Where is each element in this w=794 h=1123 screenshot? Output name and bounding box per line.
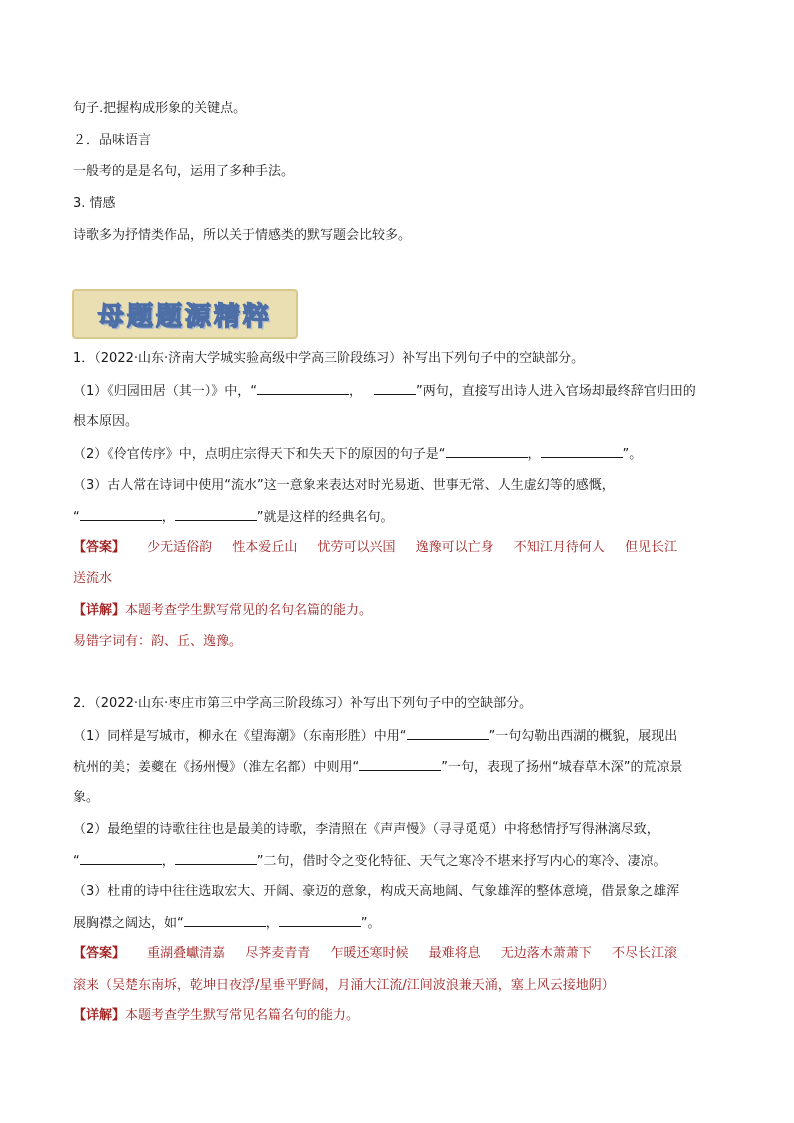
q2-part1-d: ”一句，表现了扬州“城春草木深”的荒凉景: [441, 760, 683, 775]
answer-item: 重湖叠巘清嘉: [147, 946, 226, 961]
q1-part3-cont: [73, 507, 394, 528]
q1-typo-note: 易错字词有：韵、丘、逸豫。: [73, 634, 243, 649]
fill-blank: [279, 913, 361, 927]
fill-blank: [175, 851, 257, 865]
q2-part1-end: 象。: [73, 790, 100, 805]
q2-part2: （2）最绝望的诗歌往往也是最美的诗歌，李清照在《声声慢》（寻寻觅觅）中将愁情抒写得淋漓尽致，: [73, 822, 660, 837]
q2-part3-post: ”。: [360, 916, 381, 931]
q2-part1-pre: （1）同样是写城市，柳永在《望海潮》（东南形胜）中用“: [73, 729, 407, 744]
q1-part3-pre: “: [73, 510, 80, 525]
q2-part1-cont: [73, 757, 682, 778]
fill-blank: [359, 757, 441, 771]
answer-label: 【答案】: [73, 540, 126, 555]
q2-part2-post: ”二句，借时令之变化特征、天气之寒冷不堪来抒写内心的寒冷、凄凉。: [256, 854, 667, 869]
q1-part2-sep: ，: [527, 447, 541, 462]
q1-part1: [73, 381, 696, 402]
q1-answer: [73, 538, 677, 558]
fill-blank: [446, 444, 528, 458]
q2-answer: [73, 944, 677, 964]
q2-heading: 2．（2022·山东·枣庄市第三中学高三阶段练习）补写出下列句子中的空缺部分。: [73, 696, 533, 711]
q2-part3-cont: [73, 913, 381, 934]
q1-part1-post: ”两句，直接写出诗人进入官场却最终辞官归田的: [416, 384, 696, 399]
q1-part3: （3）古人常在诗词中使用“流水”这一意象来表达对时光易逝、世事无常、人生虚幻等的感慨，: [73, 478, 615, 493]
q2-part3-pre: 展胸襟之阔达，如“: [73, 916, 184, 931]
q1-part1-pre: （1）《归园田居（其一）》中，“: [73, 384, 258, 399]
fill-blank: [80, 507, 162, 521]
fill-blank: [175, 507, 257, 521]
intro-line-5: 诗歌多为抒情类作品，所以关于情感类的默写题会比较多。: [73, 228, 412, 243]
section-banner: [72, 289, 298, 339]
fill-blank: [374, 381, 416, 395]
section-banner-title: 母题题源精粹: [97, 301, 272, 332]
answer-item: 尽荠麦青青: [245, 946, 311, 961]
answer-item: 最难将息: [428, 946, 481, 961]
q1-heading: 1．（2022·山东·济南大学城实验高级中学高三阶段练习）补写出下列句子中的空缺部分。: [73, 351, 585, 366]
answer-item: 不知江月待何人: [513, 540, 605, 555]
detail-text: 本题考查学生默写常见的名句名篇的能力。: [125, 603, 373, 618]
q1-answer-cont: 送流水: [73, 571, 113, 586]
detail-label: 【详解】: [73, 1008, 126, 1023]
answer-item: 性本爱丘山: [232, 540, 298, 555]
intro-line-4: 3. 情感: [73, 196, 116, 211]
intro-line-1: 句子.把握构成形象的关键点。: [73, 101, 247, 116]
fill-blank: [184, 913, 266, 927]
q1-part2-pre: （2）《伶官传序》中，点明庄宗得天下和失天下的原因的句子是“: [73, 447, 446, 462]
q1-part2-post: ”。: [622, 447, 643, 462]
fill-blank: [407, 726, 489, 740]
q1-part1-cont: 根本原因。: [73, 414, 139, 429]
answer-item: 忧劳可以兴国: [317, 540, 396, 555]
q1-part1-sep: ，: [349, 384, 363, 399]
q2-part3: （3）杜甫的诗中往往选取宏大、开阔、豪迈的意象，构成天高地阔、气象雄浑的整体意境，借景象之雄浑: [73, 884, 680, 899]
q2-part3-sep: ，: [265, 916, 279, 931]
answer-item: 无边落木萧萧下: [500, 946, 592, 961]
q2-part2-pre: “: [73, 854, 80, 869]
detail-text: 本题考查学生默写常见名篇名句的能力。: [125, 1008, 360, 1023]
q1-part3-sep: ，: [161, 510, 175, 525]
answer-item: 但见长江: [624, 540, 677, 555]
q1-part2: [73, 444, 642, 465]
fill-blank: [80, 851, 162, 865]
q2-part2-sep: ，: [161, 854, 175, 869]
q1-part3-post: ”就是这样的经典名句。: [256, 510, 394, 525]
intro-line-3: 一般考的是是名句，运用了多种手法。: [73, 164, 295, 179]
q2-answer-cont: 滚来（吴楚东南坼，乾坤日夜浮/星垂平野阔，月涌大江流/江间波浪兼天涌，塞上风云接地阴）: [73, 978, 615, 993]
q1-detail: [73, 601, 372, 621]
answer-item: 逸豫可以亡身: [415, 540, 494, 555]
q2-part1: [73, 726, 677, 747]
answer-item: 乍暖还寒时候: [330, 946, 409, 961]
detail-label: 【详解】: [73, 603, 126, 618]
intro-line-2: ２．品味语言: [73, 133, 152, 148]
q2-part2-cont: [73, 851, 667, 872]
answer-item: 不尽长江滚: [611, 946, 677, 961]
q2-detail: [73, 1006, 359, 1026]
q2-part1-c: 杭州的美；姜夔在《扬州慢》（淮左名都）中则用“: [73, 760, 360, 775]
fill-blank: [257, 381, 349, 395]
fill-blank: [541, 444, 623, 458]
answer-label: 【答案】: [73, 946, 126, 961]
q2-part1-post: ”一句勾勒出西湖的概貌，展现出: [488, 729, 678, 744]
answer-item: 少无适俗韵: [147, 540, 213, 555]
